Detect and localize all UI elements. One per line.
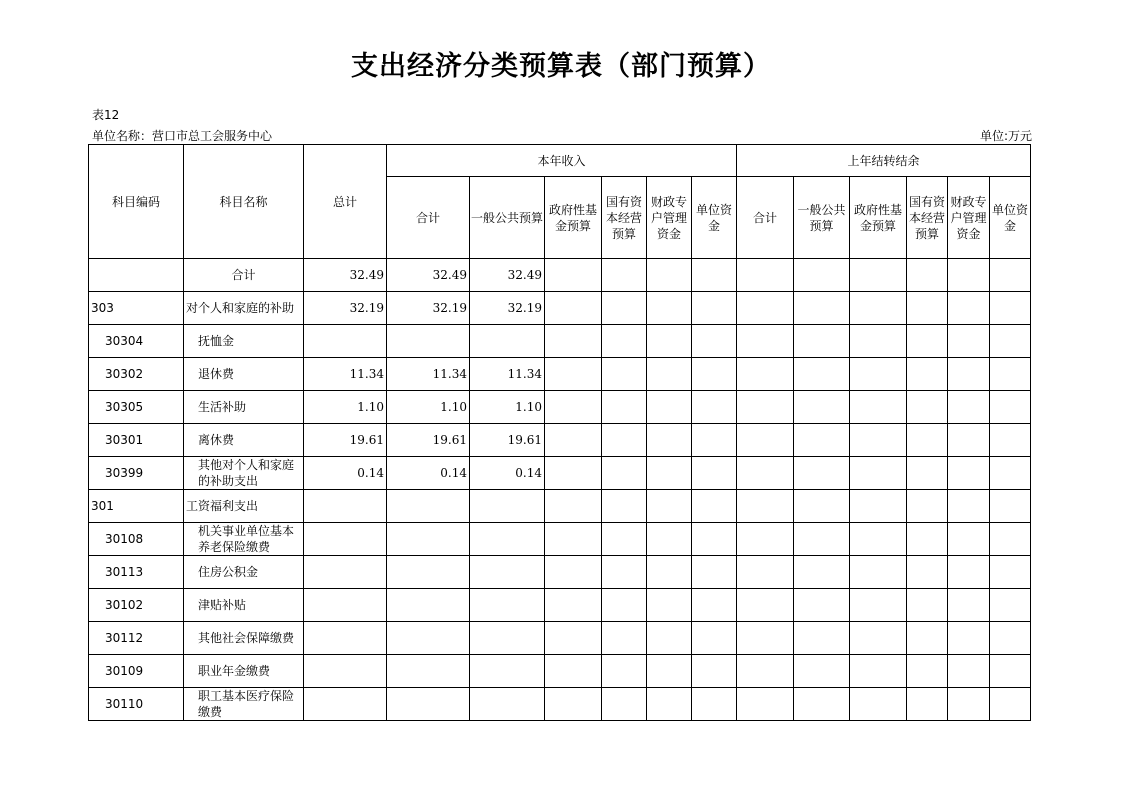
cell-cy-sum: 32.19 bbox=[387, 292, 470, 325]
cell-name: 津贴补贴 bbox=[184, 589, 304, 622]
cell-empty bbox=[948, 556, 990, 589]
cell-empty bbox=[990, 259, 1031, 292]
table-row bbox=[89, 358, 1031, 391]
cell-empty bbox=[990, 490, 1031, 523]
cell-empty bbox=[850, 523, 907, 556]
cell-code: 303 bbox=[89, 292, 184, 325]
cell-empty bbox=[737, 325, 794, 358]
cell-empty bbox=[850, 424, 907, 457]
cell-empty bbox=[692, 589, 737, 622]
cell-empty bbox=[737, 622, 794, 655]
cell-total bbox=[304, 622, 387, 655]
header-co-gov-fund: 政府性基金预算 bbox=[850, 177, 907, 259]
cell-empty bbox=[545, 391, 602, 424]
cell-empty bbox=[692, 688, 737, 721]
cell-empty bbox=[692, 523, 737, 556]
cell-empty bbox=[948, 490, 990, 523]
cell-empty bbox=[850, 688, 907, 721]
cell-empty bbox=[647, 391, 692, 424]
table-number: 表12 bbox=[92, 108, 120, 122]
header-cy-gov-fund: 政府性基金预算 bbox=[545, 177, 602, 259]
cell-cy-sum bbox=[387, 556, 470, 589]
cell-cy-general bbox=[470, 589, 545, 622]
cell-empty bbox=[948, 655, 990, 688]
cell-code: 30108 bbox=[89, 523, 184, 556]
cell-empty bbox=[692, 259, 737, 292]
cell-empty bbox=[948, 259, 990, 292]
cell-empty bbox=[907, 259, 948, 292]
cell-code: 30102 bbox=[89, 589, 184, 622]
cell-empty bbox=[794, 688, 850, 721]
cell-name: 住房公积金 bbox=[184, 556, 304, 589]
header-co-special: 财政专户管理资金 bbox=[948, 177, 990, 259]
cell-empty bbox=[794, 655, 850, 688]
cell-empty bbox=[850, 490, 907, 523]
table-row bbox=[89, 589, 1031, 622]
cell-empty bbox=[737, 490, 794, 523]
cell-name: 其他对个人和家庭的补助支出 bbox=[184, 457, 304, 490]
cell-code: 30110 bbox=[89, 688, 184, 721]
cell-cy-general bbox=[470, 556, 545, 589]
cell-empty bbox=[737, 655, 794, 688]
cell-cy-general: 0.14 bbox=[470, 457, 545, 490]
table-row bbox=[89, 391, 1031, 424]
cell-total bbox=[304, 490, 387, 523]
cell-empty bbox=[692, 391, 737, 424]
cell-code: 30304 bbox=[89, 325, 184, 358]
cell-empty bbox=[794, 457, 850, 490]
cell-empty bbox=[545, 589, 602, 622]
header-cy-general: 一般公共预算 bbox=[470, 177, 545, 259]
cell-cy-sum bbox=[387, 622, 470, 655]
header-co-general: 一般公共预算 bbox=[794, 177, 850, 259]
cell-empty bbox=[794, 259, 850, 292]
table-row bbox=[89, 457, 1031, 490]
cell-empty bbox=[647, 292, 692, 325]
cell-total: 1.10 bbox=[304, 391, 387, 424]
table-row bbox=[89, 259, 1031, 292]
cell-empty bbox=[850, 556, 907, 589]
cell-empty bbox=[545, 556, 602, 589]
cell-empty bbox=[692, 457, 737, 490]
cell-empty bbox=[794, 292, 850, 325]
cell-total bbox=[304, 688, 387, 721]
cell-empty bbox=[647, 325, 692, 358]
cell-empty bbox=[737, 292, 794, 325]
cell-empty bbox=[907, 490, 948, 523]
cell-empty bbox=[692, 292, 737, 325]
cell-cy-sum bbox=[387, 490, 470, 523]
cell-empty bbox=[794, 622, 850, 655]
cell-code: 30113 bbox=[89, 556, 184, 589]
cell-total: 11.34 bbox=[304, 358, 387, 391]
table-row bbox=[89, 325, 1031, 358]
cell-empty bbox=[602, 490, 647, 523]
cell-empty bbox=[692, 424, 737, 457]
cell-empty bbox=[602, 622, 647, 655]
cell-code: 301 bbox=[89, 490, 184, 523]
cell-code: 30305 bbox=[89, 391, 184, 424]
header-name: 科目名称 bbox=[184, 145, 304, 259]
cell-empty bbox=[907, 556, 948, 589]
cell-name: 退休费 bbox=[184, 358, 304, 391]
cell-cy-sum: 32.49 bbox=[387, 259, 470, 292]
cell-name: 机关事业单位基本养老保险缴费 bbox=[184, 523, 304, 556]
cell-cy-sum bbox=[387, 655, 470, 688]
cell-empty bbox=[850, 259, 907, 292]
header-co-unit: 单位资金 bbox=[990, 177, 1031, 259]
cell-empty bbox=[602, 424, 647, 457]
cell-empty bbox=[794, 523, 850, 556]
cell-empty bbox=[602, 358, 647, 391]
table-row bbox=[89, 655, 1031, 688]
cell-empty bbox=[850, 457, 907, 490]
cell-empty bbox=[990, 424, 1031, 457]
cell-empty bbox=[692, 358, 737, 391]
cell-empty bbox=[794, 325, 850, 358]
cell-cy-general: 11.34 bbox=[470, 358, 545, 391]
cell-cy-sum bbox=[387, 688, 470, 721]
cell-empty bbox=[850, 292, 907, 325]
cell-empty bbox=[545, 523, 602, 556]
cell-empty bbox=[907, 457, 948, 490]
cell-cy-general: 19.61 bbox=[470, 424, 545, 457]
cell-cy-general bbox=[470, 655, 545, 688]
cell-empty bbox=[737, 589, 794, 622]
cell-empty bbox=[602, 556, 647, 589]
header-total: 总计 bbox=[304, 145, 387, 259]
cell-empty bbox=[948, 589, 990, 622]
cell-empty bbox=[647, 424, 692, 457]
cell-empty bbox=[647, 688, 692, 721]
cell-empty bbox=[850, 622, 907, 655]
table-row bbox=[89, 688, 1031, 721]
cell-name: 生活补助 bbox=[184, 391, 304, 424]
cell-empty bbox=[907, 523, 948, 556]
cell-empty bbox=[602, 688, 647, 721]
cell-empty bbox=[990, 325, 1031, 358]
cell-empty bbox=[794, 358, 850, 391]
cell-total: 32.19 bbox=[304, 292, 387, 325]
cell-empty bbox=[907, 424, 948, 457]
cell-empty bbox=[907, 325, 948, 358]
header-cy-sum: 合计 bbox=[387, 177, 470, 259]
cell-cy-general bbox=[470, 622, 545, 655]
page-title: 支出经济分类预算表（部门预算） bbox=[351, 51, 771, 82]
cell-code: 30301 bbox=[89, 424, 184, 457]
cell-empty bbox=[990, 688, 1031, 721]
cell-cy-sum: 11.34 bbox=[387, 358, 470, 391]
cell-empty bbox=[545, 292, 602, 325]
cell-empty bbox=[692, 622, 737, 655]
cell-name: 抚恤金 bbox=[184, 325, 304, 358]
cell-empty bbox=[647, 622, 692, 655]
cell-cy-general: 32.49 bbox=[470, 259, 545, 292]
cell-name: 合计 bbox=[184, 259, 304, 292]
cell-empty bbox=[948, 325, 990, 358]
cell-empty bbox=[990, 556, 1031, 589]
cell-empty bbox=[737, 358, 794, 391]
cell-empty bbox=[948, 457, 990, 490]
cell-name: 职工基本医疗保险缴费 bbox=[184, 688, 304, 721]
currency-unit-label: 单位:万元 bbox=[979, 129, 1032, 143]
cell-cy-general: 1.10 bbox=[470, 391, 545, 424]
cell-empty bbox=[545, 688, 602, 721]
cell-empty bbox=[545, 457, 602, 490]
cell-empty bbox=[647, 259, 692, 292]
cell-empty bbox=[602, 292, 647, 325]
cell-empty bbox=[948, 358, 990, 391]
cell-empty bbox=[545, 622, 602, 655]
cell-empty bbox=[907, 622, 948, 655]
cell-empty bbox=[907, 358, 948, 391]
cell-empty bbox=[647, 358, 692, 391]
header-cy-unit: 单位资金 bbox=[692, 177, 737, 259]
cell-empty bbox=[948, 622, 990, 655]
cell-empty bbox=[602, 259, 647, 292]
cell-empty bbox=[545, 655, 602, 688]
table-row bbox=[89, 556, 1031, 589]
cell-total: 19.61 bbox=[304, 424, 387, 457]
cell-empty bbox=[737, 391, 794, 424]
cell-code: 30399 bbox=[89, 457, 184, 490]
cell-empty bbox=[545, 490, 602, 523]
cell-empty bbox=[794, 391, 850, 424]
cell-name: 离休费 bbox=[184, 424, 304, 457]
cell-empty bbox=[647, 589, 692, 622]
cell-code: 30112 bbox=[89, 622, 184, 655]
cell-total bbox=[304, 655, 387, 688]
cell-cy-sum: 0.14 bbox=[387, 457, 470, 490]
cell-empty bbox=[948, 292, 990, 325]
cell-name: 其他社会保障缴费 bbox=[184, 622, 304, 655]
cell-empty bbox=[602, 325, 647, 358]
cell-empty bbox=[948, 523, 990, 556]
cell-cy-general bbox=[470, 325, 545, 358]
header-carryover: 上年结转结余 bbox=[737, 145, 1031, 177]
cell-code: 30109 bbox=[89, 655, 184, 688]
cell-empty bbox=[948, 391, 990, 424]
cell-cy-sum bbox=[387, 523, 470, 556]
cell-empty bbox=[990, 622, 1031, 655]
cell-empty bbox=[907, 589, 948, 622]
cell-empty bbox=[602, 589, 647, 622]
cell-cy-general bbox=[470, 688, 545, 721]
cell-empty bbox=[647, 523, 692, 556]
cell-empty bbox=[907, 655, 948, 688]
cell-empty bbox=[647, 655, 692, 688]
cell-total: 0.14 bbox=[304, 457, 387, 490]
cell-empty bbox=[692, 325, 737, 358]
cell-cy-sum bbox=[387, 589, 470, 622]
cell-name: 工资福利支出 bbox=[184, 490, 304, 523]
cell-name: 对个人和家庭的补助 bbox=[184, 292, 304, 325]
header-cy-state-capital: 国有资本经营预算 bbox=[602, 177, 647, 259]
budget-table bbox=[88, 144, 1031, 721]
cell-cy-general bbox=[470, 523, 545, 556]
cell-empty bbox=[948, 688, 990, 721]
cell-empty bbox=[990, 655, 1031, 688]
cell-cy-sum: 19.61 bbox=[387, 424, 470, 457]
cell-empty bbox=[907, 391, 948, 424]
header-co-sum: 合计 bbox=[737, 177, 794, 259]
cell-empty bbox=[907, 688, 948, 721]
cell-empty bbox=[545, 424, 602, 457]
cell-empty bbox=[545, 358, 602, 391]
cell-empty bbox=[850, 358, 907, 391]
table-row bbox=[89, 622, 1031, 655]
cell-cy-general bbox=[470, 490, 545, 523]
cell-empty bbox=[990, 523, 1031, 556]
cell-empty bbox=[545, 259, 602, 292]
cell-empty bbox=[794, 424, 850, 457]
cell-total bbox=[304, 325, 387, 358]
cell-empty bbox=[990, 391, 1031, 424]
cell-empty bbox=[692, 556, 737, 589]
table-row bbox=[89, 523, 1031, 556]
table-row bbox=[89, 424, 1031, 457]
cell-empty bbox=[602, 457, 647, 490]
cell-empty bbox=[850, 325, 907, 358]
cell-empty bbox=[647, 490, 692, 523]
cell-empty bbox=[647, 556, 692, 589]
cell-name: 职业年金缴费 bbox=[184, 655, 304, 688]
cell-empty bbox=[850, 589, 907, 622]
cell-code: 30302 bbox=[89, 358, 184, 391]
cell-empty bbox=[737, 259, 794, 292]
cell-total bbox=[304, 589, 387, 622]
cell-empty bbox=[990, 358, 1031, 391]
cell-empty bbox=[737, 688, 794, 721]
header-cy-special: 财政专户管理资金 bbox=[647, 177, 692, 259]
table-row bbox=[89, 490, 1031, 523]
cell-total bbox=[304, 523, 387, 556]
cell-empty bbox=[990, 589, 1031, 622]
cell-code bbox=[89, 259, 184, 292]
cell-cy-general: 32.19 bbox=[470, 292, 545, 325]
cell-empty bbox=[990, 292, 1031, 325]
cell-empty bbox=[794, 589, 850, 622]
cell-empty bbox=[907, 292, 948, 325]
cell-empty bbox=[692, 490, 737, 523]
cell-cy-sum: 1.10 bbox=[387, 391, 470, 424]
header-code: 科目编码 bbox=[89, 145, 184, 259]
cell-empty bbox=[602, 523, 647, 556]
cell-empty bbox=[850, 655, 907, 688]
cell-empty bbox=[794, 556, 850, 589]
cell-empty bbox=[737, 523, 794, 556]
cell-empty bbox=[602, 391, 647, 424]
cell-total bbox=[304, 556, 387, 589]
header-co-state-capital: 国有资本经营预算 bbox=[907, 177, 948, 259]
cell-empty bbox=[948, 424, 990, 457]
unit-name-label: 单位名称：营口市总工会服务中心 bbox=[92, 129, 273, 143]
cell-empty bbox=[794, 490, 850, 523]
cell-empty bbox=[850, 391, 907, 424]
cell-empty bbox=[990, 457, 1031, 490]
cell-empty bbox=[692, 655, 737, 688]
cell-cy-sum bbox=[387, 325, 470, 358]
table-row bbox=[89, 292, 1031, 325]
cell-empty bbox=[737, 556, 794, 589]
cell-empty bbox=[647, 457, 692, 490]
cell-empty bbox=[737, 457, 794, 490]
header-current-year: 本年收入 bbox=[387, 145, 737, 177]
cell-empty bbox=[737, 424, 794, 457]
cell-empty bbox=[545, 325, 602, 358]
cell-empty bbox=[602, 655, 647, 688]
cell-total: 32.49 bbox=[304, 259, 387, 292]
